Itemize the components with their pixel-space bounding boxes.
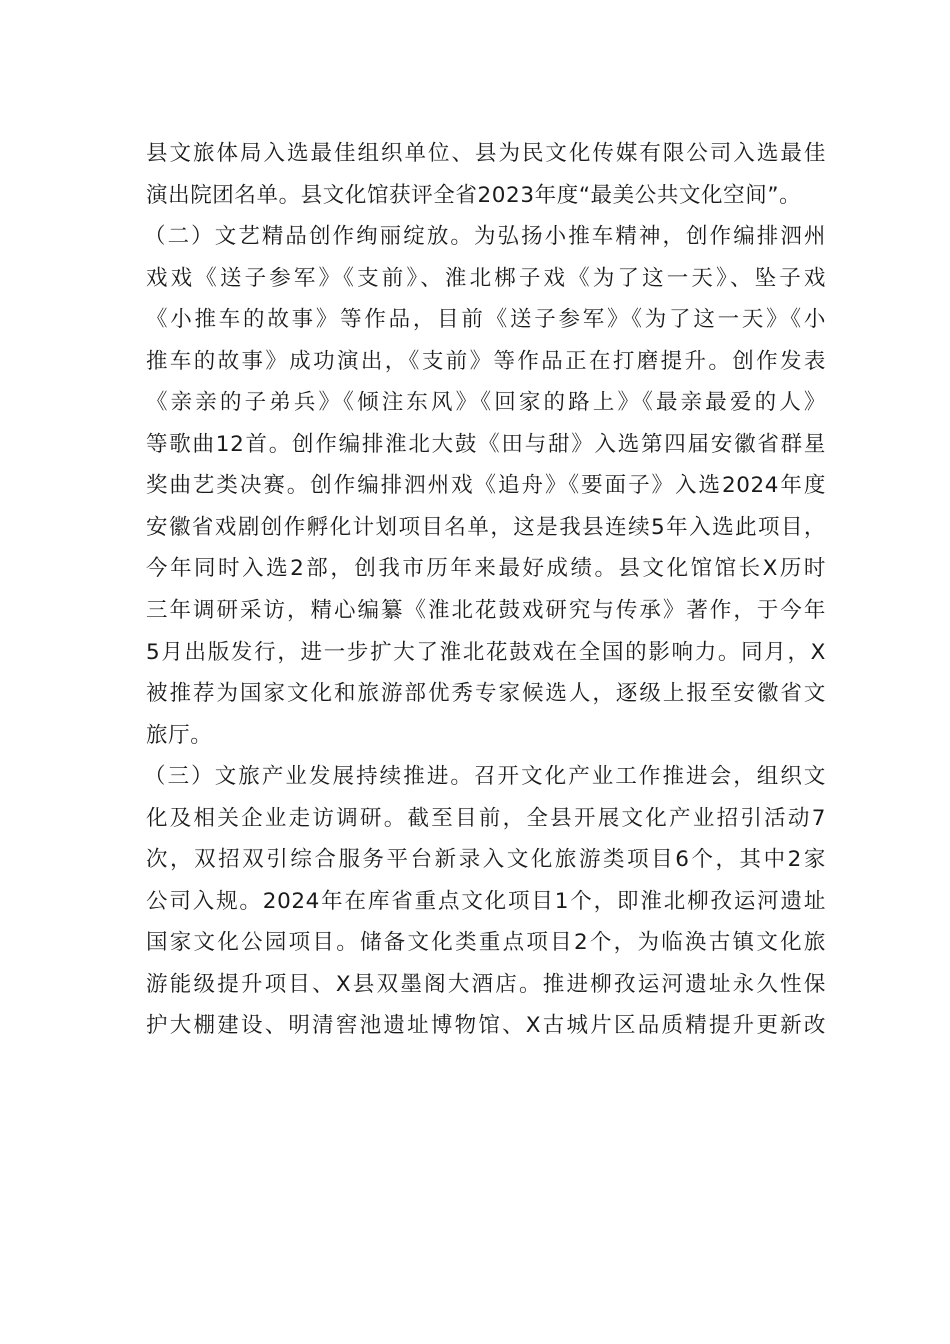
section-heading-line: （三）文旅产业发展持续推进。召开文化产业工作推进会，组织文	[144, 764, 826, 790]
text-line: 推车的故事》成功演出，《支前》等作品正在打磨提升。创作发表	[146, 348, 826, 374]
text-line: 县文旅体局入选最佳组织单位、县为民文化传媒有限公司入选最佳	[146, 141, 826, 166]
text-line: 国家文化公园项目。储备文化类重点项目2个，为临涣古镇文化旅	[146, 930, 826, 956]
text-line: 奖曲艺类决赛。创作编排泗州戏《追舟》《要面子》入选2024年度	[146, 473, 826, 499]
text-line: 被推荐为国家文化和旅游部优秀专家候选人，逐级上报至安徽省文	[146, 681, 826, 707]
text-line: 戏戏《送子参军》《支前》、淮北梆子戏《为了这一天》、坠子戏	[146, 265, 826, 291]
text-line: 次，双招双引综合服务平台新录入文化旅游类项目6个，其中2家	[146, 847, 826, 873]
text-line: 安徽省戏剧创作孵化计划项目名单，这是我县连续5年入选此项目，	[146, 514, 826, 540]
text-line: 《亲亲的子弟兵》《倾注东风》《回家的路上》《最亲最爱的人》	[146, 390, 826, 416]
section-heading-line: （二）文艺精品创作绚丽绽放。为弘扬小推车精神，创作编排泗州	[144, 224, 826, 250]
body-text	[146, 133, 826, 1047]
text-line: 三年调研采访，精心编纂《淮北花鼓戏研究与传承》著作，于今年	[146, 598, 826, 624]
text-line: 护大棚建设、明清窖池遗址博物馆、X古城片区品质精提升更新改	[146, 1013, 826, 1039]
text-line: 化及相关企业走访调研。截至目前，全县开展文化产业招引活动7	[146, 805, 826, 831]
text-line: 等歌曲12首。创作编排淮北大鼓《田与甜》入选第四届安徽省群星	[146, 431, 826, 457]
text-line: 《小推车的故事》等作品，目前《送子参军》《为了这一天》《小	[146, 307, 826, 333]
text-line: 演出院团名单。县文化馆获评全省2023年度“最美公共文化空间”。	[146, 182, 802, 208]
text-line: 旅厅。	[146, 722, 213, 748]
text-line: 公司入规。2024年在库省重点文化项目1个，即淮北柳孜运河遗址	[146, 888, 826, 914]
text-line: 5月出版发行，进一步扩大了淮北花鼓戏在全国的影响力。同月，X	[146, 639, 826, 665]
text-line: 今年同时入选2部，创我市历年来最好成绩。县文化馆馆长X历时	[146, 556, 826, 582]
text-line: 游能级提升项目、X县双墨阁大酒店。推进柳孜运河遗址永久性保	[146, 971, 826, 997]
